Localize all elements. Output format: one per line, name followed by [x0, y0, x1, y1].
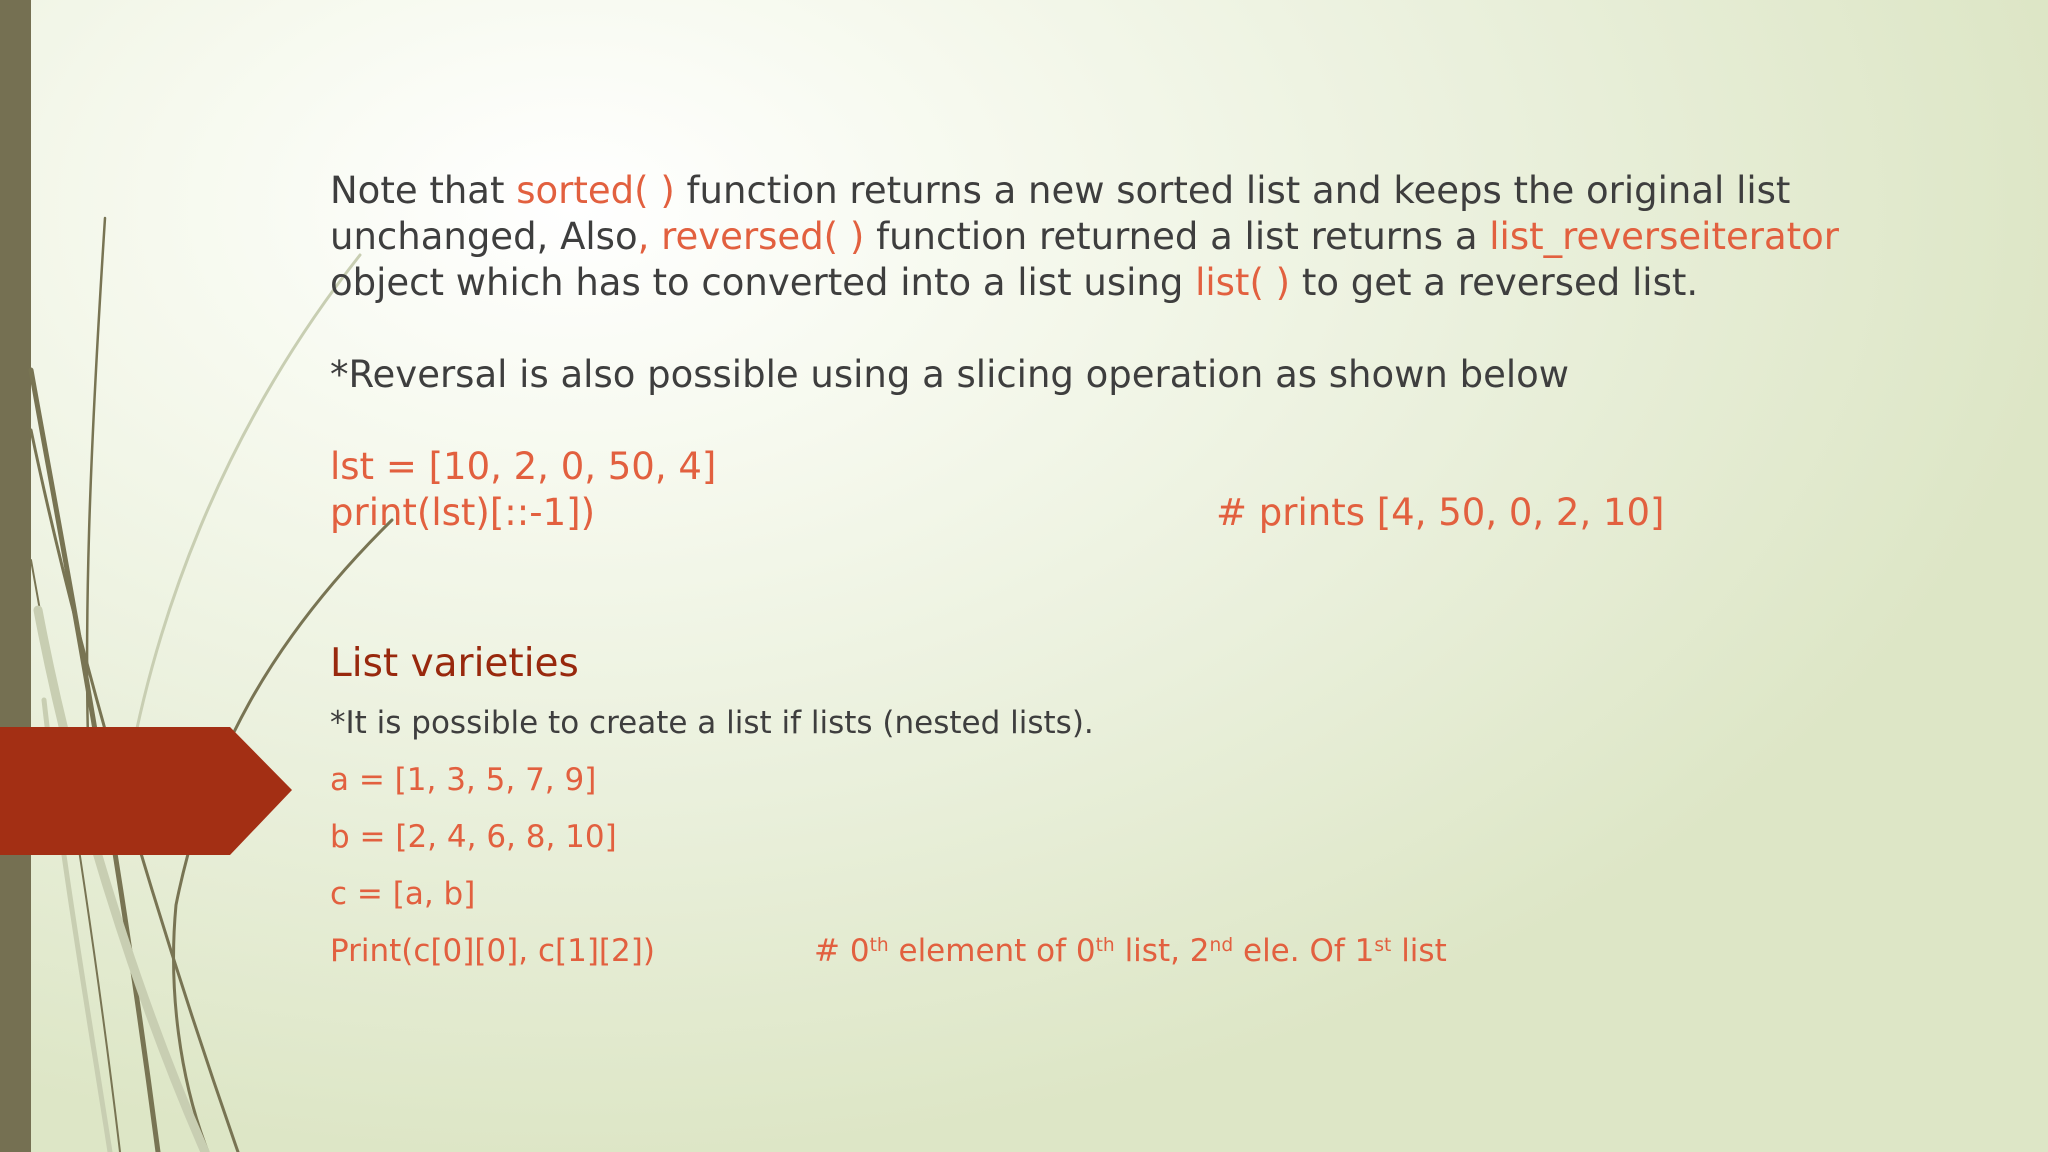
- print-statement: Print(c[0][0], c[1][2]): [330, 933, 655, 969]
- comment-superscript: th: [869, 934, 889, 956]
- text-segment: function returned a list returns a: [864, 215, 1490, 258]
- comment-part: ele. Of 1: [1233, 933, 1375, 969]
- list-function-text: list( ): [1195, 261, 1291, 304]
- text-segment: Note that: [330, 169, 517, 212]
- sorted-function-text: sorted( ): [516, 169, 675, 212]
- section-heading: List varieties: [330, 641, 579, 686]
- comment-part: # 0: [814, 933, 870, 969]
- iterator-text: list_reverseiterator: [1489, 215, 1839, 258]
- code-line-b: b = [2, 4, 6, 8, 10]: [330, 819, 617, 855]
- text-segment: unchanged, Also: [330, 215, 638, 258]
- arrow-tab-shape: [0, 727, 292, 855]
- reversal-note: *Reversal is also possible using a slicing operation as shown below: [330, 353, 1570, 396]
- code-line-a: a = [1, 3, 5, 7, 9]: [330, 762, 597, 798]
- comment-superscript: nd: [1209, 934, 1234, 956]
- text-segment: object which has to converted into a list using: [330, 261, 1196, 304]
- slide-content: [330, 168, 1890, 970]
- comment-part: list, 2: [1114, 933, 1210, 969]
- print-comment: [814, 932, 1447, 970]
- nested-lists-note: *It is possible to create a list if lists (nested lists).: [330, 705, 1094, 741]
- code-line-c: c = [a, b]: [330, 876, 476, 912]
- slicing-code-block: [330, 444, 1890, 536]
- code-line-1: lst = [10, 2, 0, 50, 4]: [330, 445, 717, 488]
- reversed-function-text: , reversed( ): [637, 215, 865, 258]
- text-segment: function returns a new sorted list and keeps the original list: [674, 169, 1791, 212]
- code-line-2: print(lst)[::-1]): [330, 491, 595, 534]
- code-line: [330, 444, 1890, 490]
- comment-superscript: th: [1095, 934, 1115, 956]
- code-line: [330, 490, 1890, 536]
- comment-superscript: st: [1374, 934, 1392, 956]
- comment-part: element of 0: [888, 933, 1096, 969]
- code-line-print: [330, 932, 1890, 970]
- intro-paragraph: [330, 168, 1890, 306]
- text-segment: to get a reversed list.: [1290, 261, 1699, 304]
- code-comment: # prints [4, 50, 0, 2, 10]: [1216, 491, 1665, 534]
- comment-part: list: [1391, 933, 1447, 969]
